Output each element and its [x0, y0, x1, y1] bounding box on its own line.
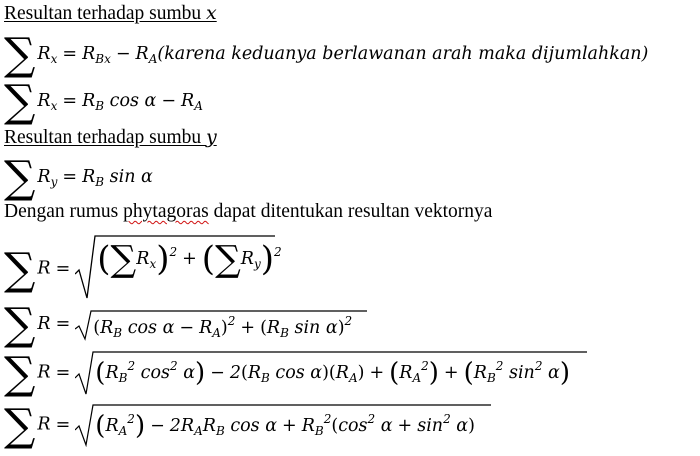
- sum-symbol: ∑: [4, 347, 36, 399]
- sum-symbol: ∑: [4, 76, 36, 127]
- equation-note: (karena keduanya berlawanan arah maka dijumlahkan): [157, 44, 649, 64]
- heading-resultan-y: [4, 128, 217, 148]
- equation-sum-rx-definition: ∑ $R_x = R_{Bx}$ − $R_A(karena$ keduanya berlawanan arah maka dijumlahkan): [4, 29, 649, 80]
- sentence-pythagoras: [4, 202, 492, 222]
- sum-symbol: ∑: [4, 399, 36, 451]
- heading-y-text: Resultan terhadap sumbu: [4, 127, 206, 148]
- equation-resultant-pythagoras: ∑ R = $(\sum R_x)^2 + (\sum R_y)^2$: [4, 238, 275, 300]
- radical: ($R_B$ $\cos \alpha - R_A)^2 + (R_B$ sin α)$^2$: [75, 309, 367, 341]
- equation-resultant-simplified: ∑ R = $(R_A^2) - 2R_AR_B$ $\cos \alpha + R_B^2(\cos^2$ $\alpha + \sin^2 \alpha$): [4, 403, 491, 447]
- heading-resultan-x: [4, 4, 217, 24]
- equation-sum-ry: ∑ $R_y = R_B$ sin α: [4, 152, 153, 203]
- equation-resultant-expanded: ∑ R = ($R_B^2$ $\cos^2 \alpha) - 2(R_B$ $\cos \alpha)(R_A) + (R_A^2) + (R_B^2$ $\sin^2 \alpha$): [4, 350, 587, 396]
- sentence-before: Dengan rumus: [4, 201, 124, 222]
- heading-x-var: x: [206, 2, 217, 24]
- sum-symbol: ∑: [4, 243, 36, 295]
- spellcheck-flagged-word[interactable]: phytagoras: [123, 201, 209, 222]
- equation-resultant-substituted: ∑ R = ($R_B$ $\cos \alpha - R_A)^2 + (R_B$ sin α)$^2$: [4, 307, 367, 342]
- radical: $(R_A^2) - 2R_AR_B$ $\cos \alpha + R_B^2(\cos^2$ $\alpha + \sin^2 \alpha$): [75, 403, 491, 447]
- radical: $(\sum R_x)^2 + (\sum R_y)^2$: [75, 234, 275, 300]
- heading-x-text: Resultan terhadap sumbu: [4, 3, 206, 24]
- equation-sum-rx-expanded: ∑ $R_x = R_B$ $\cos \alpha - R_A$: [4, 76, 203, 127]
- sentence-after: dapat ditentukan resultan vektornya: [208, 201, 493, 222]
- sum-symbol: ∑: [4, 29, 36, 80]
- heading-y-var: y: [206, 126, 217, 148]
- radical: ($R_B^2$ $\cos^2 \alpha) - 2(R_B$ $\cos \alpha)(R_A) + (R_A^2) + (R_B^2$ $\sin^2 \alpha$): [75, 350, 587, 396]
- sum-symbol: ∑: [4, 152, 36, 203]
- sum-symbol: ∑: [4, 299, 36, 350]
